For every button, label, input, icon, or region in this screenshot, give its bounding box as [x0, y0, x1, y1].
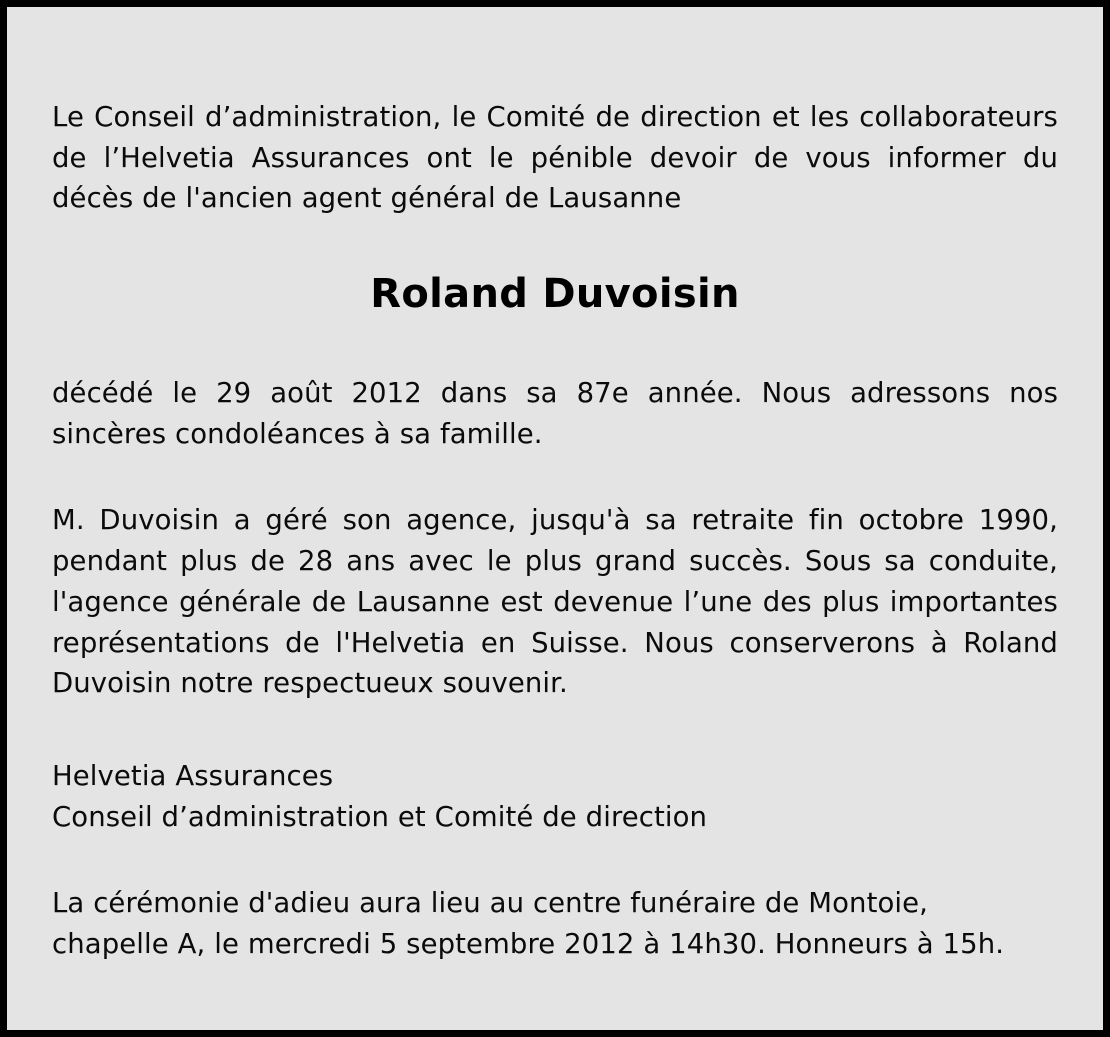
- ceremony-line-2: chapelle A, le mercredi 5 septembre 2012 à 14h30. Honneurs à 15h.: [52, 927, 1005, 960]
- intro-paragraph: Le Conseil d’administration, le Comité de direction et les collaborateurs de l’Helvetia Assurances ont le pénible devoir de vous informer du décès de l'ancien agent général de Lausanne: [52, 101, 1058, 215]
- signature-board: Conseil d’administration et Comité de direction: [52, 800, 708, 833]
- death-paragraph: décédé le 29 août 2012 dans sa 87e année. Nous adressons nos sincères condoléances à sa famille.: [52, 377, 1058, 450]
- deceased-name: Roland Duvoisin: [370, 271, 740, 318]
- signature-company: Helvetia Assurances: [52, 759, 334, 792]
- spacer-before-tribute: [52, 454, 1058, 500]
- ceremony-line-1: La cérémonie d'adieu aura lieu au centre funéraire de Montoie,: [52, 887, 928, 920]
- spacer-after-name: [52, 317, 1058, 373]
- tribute-paragraph: M. Duvoisin a géré son agence, jusqu'à sa retraite fin octobre 1990, pendant plus de 28 ans avec le plus grand succès. Sous sa conduite, l'agence générale de Lausanne est devenue l’une des plus importantes représentations de l'Helvetia en Suisse. Nous conserverons à Roland Duvoisin notre respectueux souvenir.: [52, 504, 1058, 700]
- spacer-before-ceremony: [52, 837, 1058, 883]
- spacer-before-signature: [52, 704, 1058, 756]
